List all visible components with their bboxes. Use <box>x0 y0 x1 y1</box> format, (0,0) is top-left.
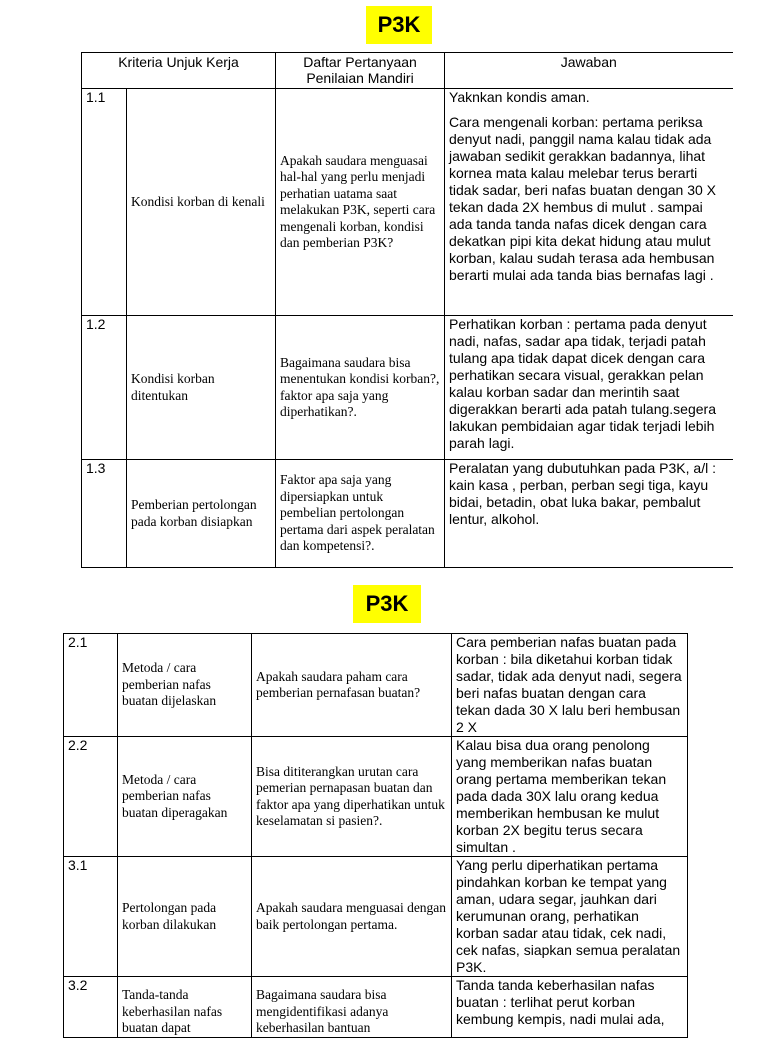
question-cell: Apakah saudara menguasai hal-hal yang perlu menjadi perhatian uatama saat melakukan P3K, seperti cara mengenali korban, kondisi dan pemberian P3K? <box>276 89 445 316</box>
table-row <box>82 89 733 316</box>
section-title: P3K <box>353 585 421 623</box>
table-row <box>64 634 688 737</box>
row-number: 2.1 <box>64 634 118 737</box>
answer-cell <box>445 316 733 460</box>
page-title: P3K <box>366 6 432 44</box>
question-cell: Apakah saudara menguasai dengan baik pertolongan pertama. <box>252 857 452 977</box>
table-row <box>64 977 688 1038</box>
table-header-row <box>82 53 733 89</box>
question-cell: Bagaimana saudara bisa menentukan kondisi korban?, faktor apa saja yang diperhatikan?. <box>276 316 445 460</box>
question-cell: Faktor apa saja yang dipersiapkan untuk pembelian pertolongan pertama dari aspek peralatan dan kompetensi?. <box>276 460 445 568</box>
table-row <box>82 460 733 568</box>
answer-paragraph: Peralatan yang dubutuhkan pada P3K, a/l : kain kasa , perban, perban segi tiga, kayu bidai, betadin, obat luka bakar, pembalut lentur, alkohol. <box>449 460 716 527</box>
criterion-cell: Kondisi korban di kenali <box>127 89 276 316</box>
row-number: 2.2 <box>64 737 118 857</box>
question-cell: Apakah saudara paham cara pemberian pernafasan buatan? <box>252 634 452 737</box>
criterion-cell: Metoda / cara pemberian nafas buatan dijelaskan <box>118 634 252 737</box>
answer-paragraph: Cara mengenali korban: pertama periksa denyut nadi, panggil nama kalau tidak ada jawaban sedikit gerakkan badannya, lihat kornea mata kalau melebar terus berarti tidak sadar, beri nafas buatan dengan 30 X tekan dada 2X hembus di mulut . sampai ada tanda tanda nafas dicek dengan cara dekatkan pipi kita dekat hidung atau mulut korban, kalau sudah terasa ada hembusan berarti mulai ada tanda bias bernafas lagi . <box>449 114 716 283</box>
table-row <box>82 316 733 460</box>
question-cell: Bisa dititerangkan urutan cara pemerian pernapasan buatan dan faktor apa yang diperhatikan untuk keselamatan si pasien?. <box>252 737 452 857</box>
table-row <box>64 857 688 977</box>
answer-paragraph: Perhatikan korban : pertama pada denyut nadi, nafas, sadar apa tidak, terjadi patah tulang apa tidak dapat dicek dengan cara perhatikan secara visual, gerakkan pelan kalau korban sadar dan merintih saat digerakkan berarti ada patah tulang.segera lakukan pembidaian agar tidak terjadi lebih parah lagi. <box>449 316 716 451</box>
assessment-table-1 <box>81 52 733 568</box>
answer-cell: Cara pemberian nafas buatan pada korban : bila diketahui korban tidak sadar, tidak ada denyut nadi, segera beri nafas buatan dengan cara tekan dada 30 X lalu beri hembusan 2 X <box>452 634 688 737</box>
answer-cell <box>445 89 733 316</box>
criterion-cell: Kondisi korban ditentukan <box>127 316 276 460</box>
answer-cell: Tanda tanda keberhasilan nafas buatan : terlihat perut korban kembung kempis, nadi mulai ada, <box>452 977 688 1038</box>
criterion-cell: Pertolongan pada korban dilakukan <box>118 857 252 977</box>
row-number: 1.3 <box>82 460 127 568</box>
row-number: 1.2 <box>82 316 127 460</box>
criterion-cell: Tanda-tanda keberhasilan nafas buatan dapat <box>118 977 252 1038</box>
header-answer: Jawaban <box>445 53 733 89</box>
header-questions: Daftar Pertanyaan Penilaian Mandiri <box>276 53 445 89</box>
header-criteria: Kriteria Unjuk Kerja <box>82 53 276 89</box>
row-number: 3.1 <box>64 857 118 977</box>
assessment-table-2 <box>63 633 688 1038</box>
answer-cell: Kalau bisa dua orang penolong yang memberikan nafas buatan orang pertama memberikan tekan pada dada 30X lalu orang kedua memberikan hembusan ke mulut korban 2X begitu terus secara simultan . <box>452 737 688 857</box>
table-row <box>64 737 688 857</box>
answer-paragraph: Yaknkan kondis aman. <box>449 89 590 105</box>
answer-cell <box>445 460 733 568</box>
criterion-cell: Pemberian pertolongan pada korban disiapkan <box>127 460 276 568</box>
row-number: 1.1 <box>82 89 127 316</box>
question-cell: Bagaimana saudara bisa mengidentifikasi adanya keberhasilan bantuan <box>252 977 452 1038</box>
criterion-cell: Metoda / cara pemberian nafas buatan diperagakan <box>118 737 252 857</box>
answer-cell: Yang perlu diperhatikan pertama pindahkan korban ke tempat yang aman, udara segar, jauhkan dari kerumunan orang, perhatikan korban sadar atau tidak, cek nadi, cek nafas, siapkan semua peralatan P3K. <box>452 857 688 977</box>
row-number: 3.2 <box>64 977 118 1038</box>
